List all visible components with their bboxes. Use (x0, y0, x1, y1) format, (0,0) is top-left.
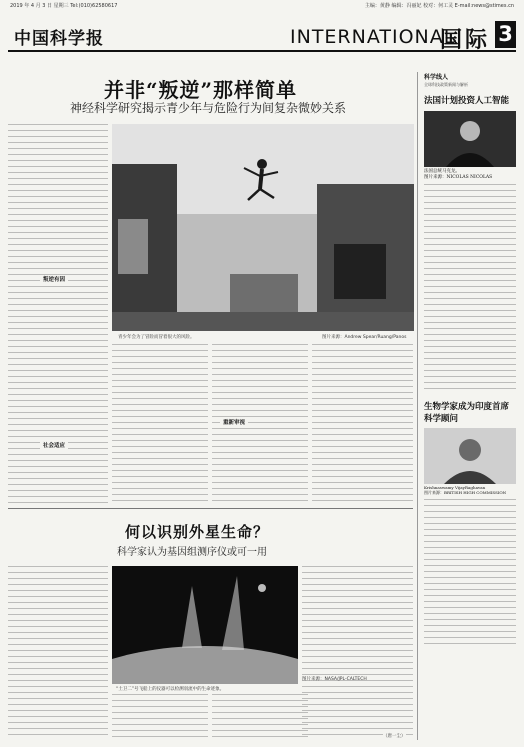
sidebar-photo-caption-2: Krishnaswamy VijayRaghavan (424, 485, 486, 490)
portrait-illustration (424, 111, 516, 167)
article2-subhead: 科学家认为基因组测序仪或可一用 (117, 547, 267, 558)
sidebar-photo-credit-2: 图片来源：BRITISH HIGH COMMISSION (424, 490, 507, 495)
article2-body-text (302, 566, 413, 740)
editor-info: 主编：黄静 编辑：冯丽妃 校对：何工灵 E-mail:news@stimes.cn (364, 3, 514, 9)
paper-name: 中国科学报 (14, 29, 104, 49)
top-info-bar (0, 0, 524, 10)
article1-column-4 (312, 344, 413, 504)
article2-column-2 (112, 694, 208, 740)
article1-photo-credit: 图片来源：Andrew Spear/Ruang/Panos (322, 335, 407, 340)
article2-photo-credit: 图片来源：NASA/JPL-CALTECH (302, 677, 367, 682)
article1-section-head-1: 叛逆有因 (40, 275, 68, 283)
sidebar-title: 法国计划投资人工智能 (424, 96, 510, 106)
article2-photo (112, 566, 298, 684)
portrait-illustration (424, 428, 516, 484)
sidebar-header: 科学线人 (424, 74, 449, 81)
article1-body-text (112, 344, 208, 504)
sidebar (417, 72, 516, 740)
issue-info: 2019 年 4 月 3 日 星期三 Tel:(010)62580617 (10, 3, 118, 9)
sidebar-body-2 (424, 499, 516, 649)
article2-column-1 (8, 566, 108, 740)
article1-photo-caption: 青少年会为了冒险而冒着很大的风险。 (118, 335, 195, 340)
article2-column-3 (212, 694, 308, 740)
sidebar-body-text (424, 499, 516, 649)
article1-subhead: 神经科学研究揭示青少年与危险行为间复杂微妙关系 (70, 101, 347, 115)
article1-section-head-2: 社会适应 (40, 441, 68, 449)
sidebar-photo-caption: 法国总统马克龙。 (424, 169, 460, 174)
article2-photo-caption: “土卫二”号飞船上的仪器可以检测羽流中的生命迹象。 (116, 687, 225, 692)
article2-body-text (212, 694, 308, 740)
article2-body-text (112, 694, 208, 740)
article1-body-text (312, 344, 413, 504)
article2-headline: 何以识别外星生命？ (125, 523, 270, 541)
parkour-photo-illustration (112, 124, 414, 331)
masthead (8, 12, 516, 52)
vijayraghavan-photo (424, 428, 516, 484)
sidebar-photo-credit: 图片来源：NICOLAS NICOLAS (424, 175, 493, 180)
section-title-cn: 国际 (440, 27, 491, 53)
article1-headline: 并非“叛逆”那样简单 (104, 78, 298, 102)
sidebar-body-text (424, 184, 516, 394)
sidebar-body-1 (424, 184, 516, 394)
saturn-moon-illustration (112, 566, 298, 684)
article2-byline: （唐一尘） (383, 734, 406, 739)
article2-column-4 (302, 566, 413, 740)
article1-section-head-3: 重新审视 (220, 418, 248, 426)
article1-photo (112, 124, 414, 331)
sidebar-header-sub: 全球科技政策新闻与解析 (424, 82, 468, 87)
article1-column-2 (112, 344, 208, 504)
section-title-en: INTERNATIONAL (290, 26, 456, 48)
page-number: 3 (495, 21, 516, 48)
article2-body-text (8, 566, 108, 740)
sidebar-title-2: 生物学家成为印度首席科学顾问 (424, 402, 510, 424)
macron-photo (424, 111, 516, 167)
section-divider (8, 508, 413, 509)
